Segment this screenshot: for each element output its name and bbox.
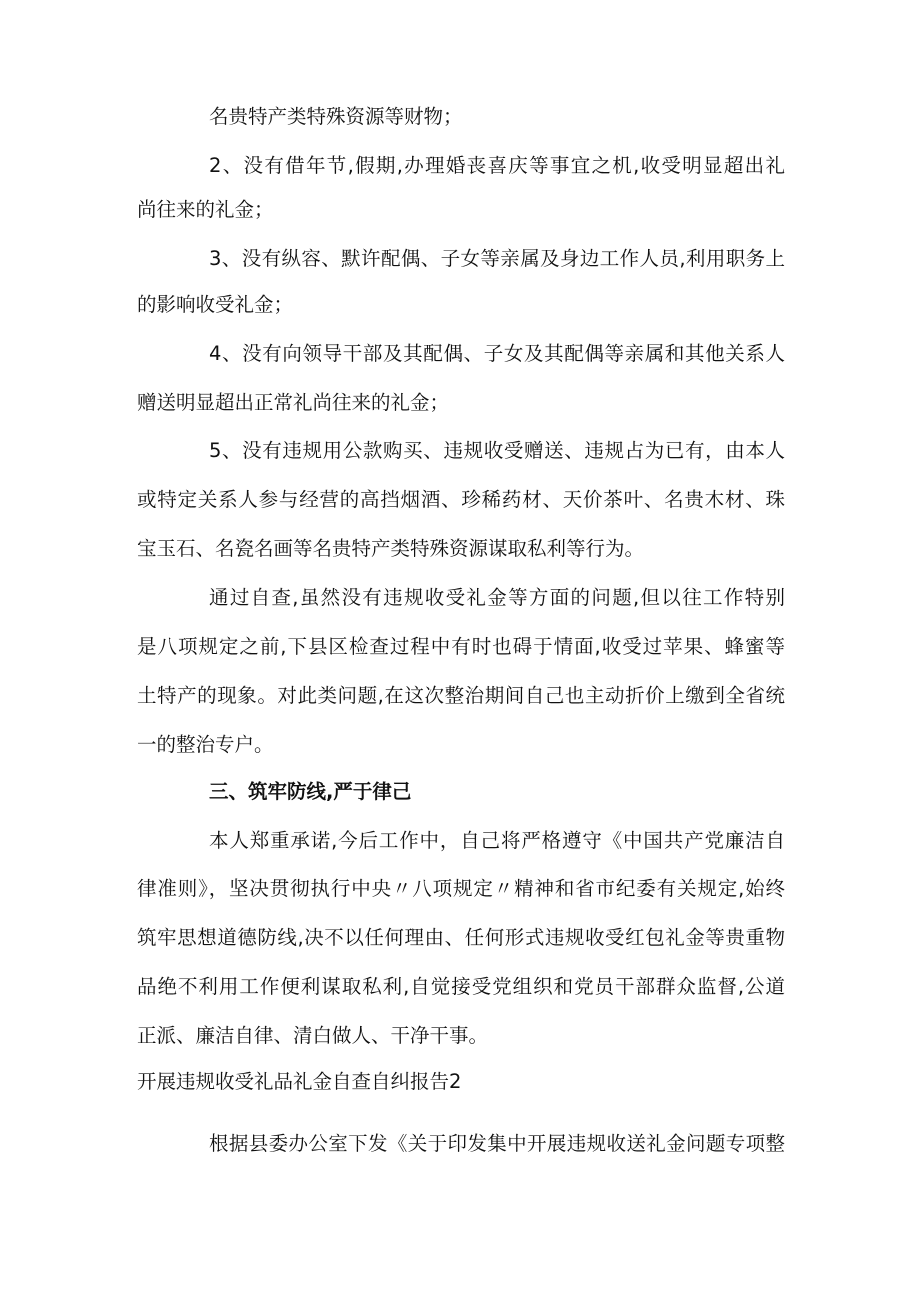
section-heading: 三、筑牢防线,严于律己 bbox=[209, 780, 412, 803]
paragraph-line: 本人郑重承诺,今后工作中，自己将严格遵守《中国共产党廉洁自 bbox=[209, 829, 785, 852]
paragraph-line: 律准则》，坚决贯彻执行中央〃八项规定〃精神和省市纪委有关规定,始终 bbox=[137, 877, 785, 900]
paragraph-line: 3、没有纵容、默许配偶、子女等亲属及身边工作人员,利用职务上 bbox=[209, 247, 785, 270]
paragraph-line: 2、没有借年节,假期,办理婚丧喜庆等事宜之机,收受明显超出礼 bbox=[209, 154, 785, 177]
paragraph-line: 筑牢思想道德防线,决不以任何理由、任何形式违规收受红包礼金等贵重物 bbox=[137, 926, 785, 949]
paragraph-line: 名贵特产类特殊资源等财物； bbox=[209, 105, 463, 128]
paragraph-line: 品绝不利用工作便利谋取私利,自觉接受党组织和党员干部群众监督,公道 bbox=[137, 975, 785, 998]
paragraph-line: 一的整治专户。 bbox=[137, 733, 274, 756]
paragraph-line: 赠送明显超出正常礼尚往来的礼金； bbox=[137, 391, 450, 414]
paragraph-line: 5、没有违规用公款购买、违规收受赠送、违规占为已有，由本人 bbox=[209, 439, 785, 462]
paragraph-line: 宝玉石、名瓷名画等名贵特产类特殊资源谋取私利等行为。 bbox=[137, 537, 645, 560]
paragraph-line: 是八项规定之前,下县区检查过程中有时也碍于情面,收受过苹果、蜂蜜等 bbox=[137, 635, 785, 658]
paragraph-line: 正派、廉洁自律、清白做人、干净干事。 bbox=[137, 1024, 489, 1047]
paragraph-line: 或特定关系人参与经营的高挡烟酒、珍稀药材、天价茶叶、名贵木材、珠 bbox=[137, 488, 785, 511]
paragraph-line: 根据县委办公室下发《关于印发集中开展违规收送礼金问题专项整 bbox=[209, 1132, 785, 1155]
paragraph-line: 通过自查,虽然没有违规收受礼金等方面的问题,但以往工作特别 bbox=[209, 586, 785, 609]
report-title: 开展违规收受礼品礼金自查自纠报告2 bbox=[137, 1070, 462, 1093]
paragraph-line: 4、没有向领导干部及其配偶、子女及其配偶等亲属和其他关系人 bbox=[209, 342, 785, 365]
paragraph-line: 土特产的现象。对此类问题,在这次整治期间自己也主动折价上缴到全省统 bbox=[137, 684, 785, 707]
paragraph-line: 的影响收受礼金； bbox=[137, 293, 294, 316]
paragraph-line: 尚往来的礼金； bbox=[137, 198, 274, 221]
